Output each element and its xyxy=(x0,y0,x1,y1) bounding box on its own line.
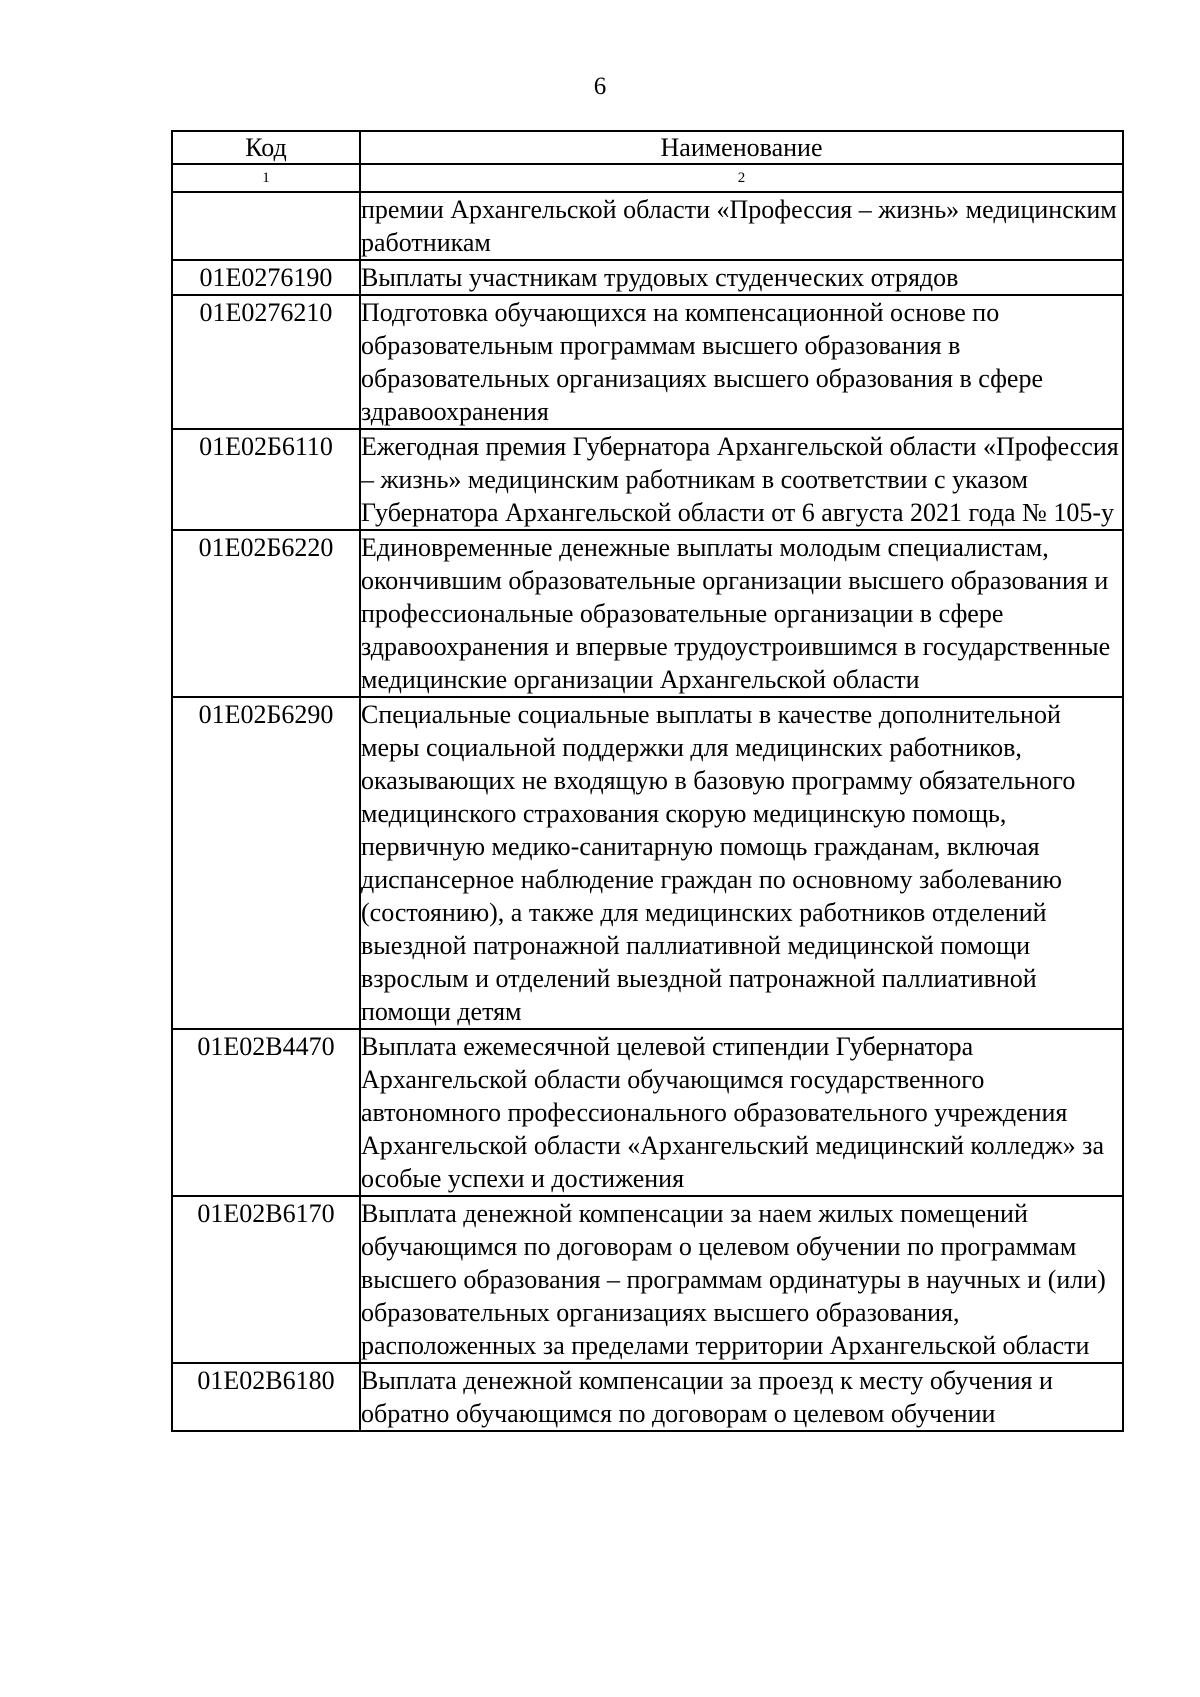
row-code: 01Е02Б6110 xyxy=(172,429,360,530)
table-row xyxy=(172,530,1123,697)
table-row xyxy=(172,697,1123,1029)
row-name-text: Выплаты участникам трудовых студенческих отрядов xyxy=(361,263,959,292)
row-code xyxy=(172,192,360,260)
row-name xyxy=(360,1363,1123,1431)
row-name xyxy=(360,192,1123,260)
row-name xyxy=(360,260,1123,295)
row-name-text: Выплата денежной компенсации за наем жилых помещений обучающимся по договорам о целевом обучении по программам высшего образования – программам ординатуры в научных и (или) образовательных организациях высшего образования, расположенных за пределами территории Архангельской области xyxy=(361,1199,1106,1360)
budget-code-table xyxy=(171,130,1124,1432)
row-code: 01Е02Б6220 xyxy=(172,530,360,697)
header-name: Наименование xyxy=(360,131,1123,164)
row-name xyxy=(360,530,1123,697)
row-name-text: Ежегодная премия Губернатора Архангельской области «Профессия – жизнь» медицинским работникам в соответствии с указом Губернатора Архангельской области от 6 августа 2021 года № 105-у xyxy=(361,432,1119,527)
table-row xyxy=(172,260,1123,295)
row-name-text: Специальные социальные выплаты в качестве дополнительной меры социальной поддержки для медицинских работников, оказывающих не входящую в базовую программу обязательного медицинского страхования скорую медицинскую помощь, первичную медико-санитарную помощь гражданам, включая диспансерное наблюдение граждан по основному заболеванию (состоянию), а также для медицинских работников отделений выездной патронажной паллиативной медицинской помощи взрослым и отделений выездной патронажной паллиативной помощи детям xyxy=(361,700,1076,1026)
row-name-text: Единовременные денежные выплаты молодым специалистам, окончившим образовательные организации высшего образования и профессиональные образовательные организации в сфере здравоохранения и впервые трудоустроившимся в государственные медицинские организации Архангельской области xyxy=(361,533,1111,694)
row-name xyxy=(360,295,1123,429)
table-row xyxy=(172,1196,1123,1363)
table-row xyxy=(172,192,1123,260)
row-code: 01Е02Б6290 xyxy=(172,697,360,1029)
row-code: 01Е02В4470 xyxy=(172,1029,360,1196)
row-code: 01Е0276190 xyxy=(172,260,360,295)
row-name-text: Выплата ежемесячной целевой стипендии Губернатора Архангельской области обучающимся государственного автономного профессионального образовательного учреждения Архангельской области «Архангельский медицинский колледж» за особые успехи и достижения xyxy=(361,1032,1104,1193)
column-number-row xyxy=(172,164,1123,192)
row-code: 01Е02В6170 xyxy=(172,1196,360,1363)
row-name-text: Выплата денежной компенсации за проезд к месту обучения и обратно обучающимся по договорам о целевом обучении xyxy=(361,1366,1053,1428)
table-row xyxy=(172,1029,1123,1196)
column-number-name: 2 xyxy=(360,164,1123,192)
row-name-text: премии Архангельской области «Профессия – жизнь» медицинским работникам xyxy=(361,195,1117,257)
page-number: 6 xyxy=(593,73,607,100)
header-code: Код xyxy=(172,131,360,164)
table-row xyxy=(172,295,1123,429)
row-name xyxy=(360,1029,1123,1196)
table-header-row xyxy=(172,131,1123,164)
table-row xyxy=(172,1363,1123,1431)
row-name xyxy=(360,1196,1123,1363)
column-number-code: 1 xyxy=(172,164,360,192)
row-name xyxy=(360,429,1123,530)
table-row xyxy=(172,429,1123,530)
row-code: 01Е02В6180 xyxy=(172,1363,360,1431)
row-name xyxy=(360,697,1123,1029)
row-name-text: Подготовка обучающихся на компенсационной основе по образовательным программам высшего образования в образовательных организациях высшего образования в сфере здравоохранения xyxy=(361,298,1044,426)
row-code: 01Е0276210 xyxy=(172,295,360,429)
